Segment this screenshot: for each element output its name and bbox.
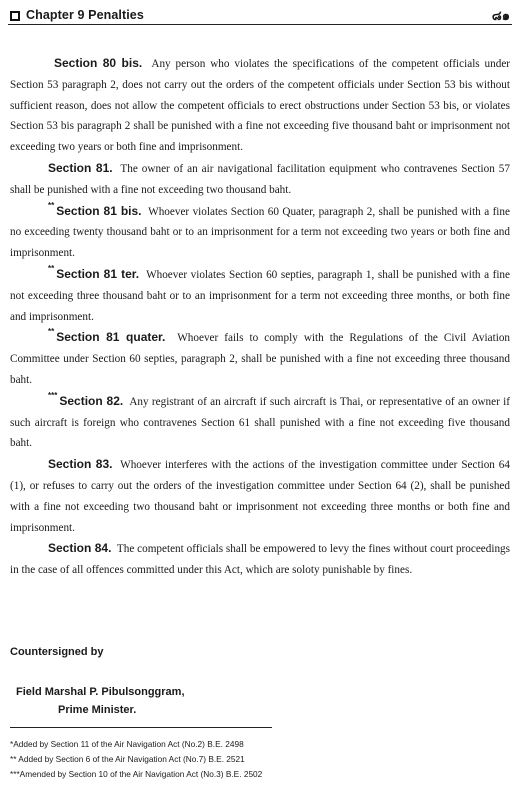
section-heading: Section 80 bis. <box>54 56 143 70</box>
chapter-title: Chapter 9 Penalties <box>26 8 144 22</box>
footnote-marker: ** <box>48 263 55 273</box>
section-heading: Section 83. <box>48 457 113 472</box>
countersigned-label: Countersigned by <box>10 646 104 658</box>
section-paragraph <box>10 538 510 581</box>
section-heading: Section 81 ter. <box>56 266 140 281</box>
section-text: Whoever fails to comply with the Regulations of the Civil Aviation Committee under Section 60 septies, paragraph 2, shall be punished with a fine not exceeding three thousand baht. <box>10 332 511 386</box>
page-header <box>10 6 510 24</box>
section-heading: Section 84. <box>48 541 112 556</box>
signatory-title: Prime Minister. <box>58 704 137 716</box>
section-paragraph <box>10 53 510 158</box>
section-paragraph <box>10 201 510 264</box>
section-heading: Section 81 quater. <box>56 330 166 345</box>
section-text: Whoever interferes with the actions of the investigation committee under Section 64 (1), or refuses to carry out the orders of the investigation committee under Section 64 (2), shall be punished with a fine not exceeding two thousand baht or imprisonment not exceeding three months or both fine and imprisonment. <box>10 459 510 534</box>
checkbox-icon <box>10 11 20 21</box>
footnote: *Added by Section 11 of the Air Navigation Act (No.2) B.E. 2498 <box>10 739 244 749</box>
footnote-divider <box>10 727 272 728</box>
footnote-marker: ** <box>48 327 55 337</box>
section-heading: Section 81. <box>48 160 113 175</box>
signature-block <box>10 646 510 716</box>
footnote: ***Amended by Section 10 of the Air Navigation Act (No.3) B.E. 2502 <box>10 769 263 779</box>
footnote-marker: *** <box>48 390 58 400</box>
header-divider <box>8 24 512 25</box>
section-heading: Section 81 bis. <box>56 203 142 218</box>
section-paragraph <box>10 391 510 454</box>
section-paragraph <box>10 327 510 390</box>
section-text: Any registrant of an aircraft if such aircraft is Thai, or representative of an owner if such aircraft is foreign who contravenes Section 61 shall punished with a fine not exceeding five thousand baht. <box>10 395 510 450</box>
section-paragraph <box>10 158 510 201</box>
footnote: ** Added by Section 6 of the Air Navigation Act (No.7) B.E. 2521 <box>10 754 245 764</box>
section-text: The owner of an air navigational facilitation equipment who contravenes Section 57 shall be punished with a fine not exceeding two thousand baht. <box>10 162 510 196</box>
footnotes <box>10 737 510 782</box>
section-text: Whoever violates Section 60 septies, paragraph 1, shall be punished with a fine not exceeding three thousand baht or to an imprisonment for a term not exceeding three months, or both fine and imprisonment. <box>10 268 510 323</box>
footnote-marker: ** <box>48 200 55 210</box>
section-paragraph <box>10 454 510 538</box>
section-text: Whoever violates Section 60 Quater, paragraph 2, shall be punished with a fine no exceeding twenty thousand baht or to an imprisonment for a term not exceeding two years or both fine and imprisonment. <box>10 205 510 260</box>
section-heading: Section 82. <box>59 393 124 408</box>
section-text: The competent officials shall be empowered to levy the fines without court proceedings in the case of all offences committed under this Act, which are soloty punishable by fines. <box>10 543 511 577</box>
section-paragraph <box>10 264 510 327</box>
signatory-name: Field Marshal P. Pibulsonggram, <box>16 686 185 698</box>
section-text: Any person who violates the specifications of the competent officials under Section 53 paragraph 2, does not carry out the orders of the competent officials under Section 53 bis without sufficient reason, does not allow the competent officials to erect obstructions under Section 53 bis, or violates Section 53 bis paragraph 2 shall be punished with a fine not exceeding five thousand baht or imprisonment not exceeding two years or both fine and imprisonment. <box>10 58 511 154</box>
document-body <box>10 53 510 581</box>
page-number: ๘๑ <box>491 7 510 23</box>
